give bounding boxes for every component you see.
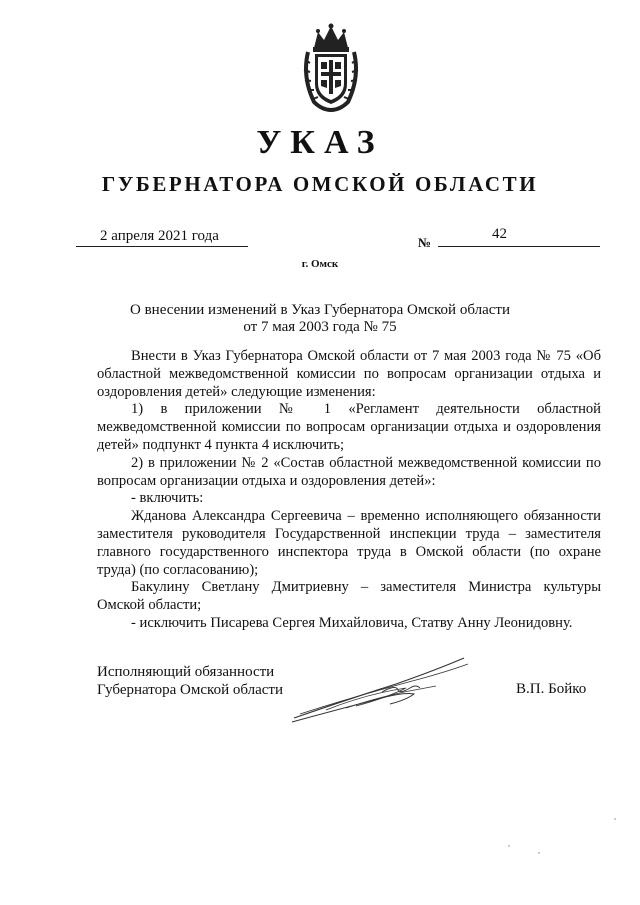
scan-speck xyxy=(508,845,510,847)
scan-speck xyxy=(538,852,540,854)
scan-speck xyxy=(614,818,616,820)
document-issuer: ГУБЕРНАТОРА ОМСКОЙ ОБЛАСТИ xyxy=(101,172,539,196)
signatory-name: В.П. Бойко xyxy=(516,681,587,697)
body-paragraph-item-1: 1) в приложении № 1 «Регламент деятельности областной межведомственной комиссии по вопросам организации отдыха и оздоровления детей» подпункт 4 пункта 4 исключить; xyxy=(97,401,601,453)
document-date: 2 апреля 2021 года xyxy=(100,228,219,244)
position-line-1: Исполняющий обязанности xyxy=(97,664,275,680)
date-underline xyxy=(76,246,248,247)
document-number: 42 xyxy=(492,226,507,242)
body-paragraph-include: - включить: xyxy=(131,490,204,507)
subject-line-2: от 7 мая 2003 года № 75 xyxy=(243,319,397,335)
position-line-2: Губернатора Омской области xyxy=(97,682,283,698)
coat-of-arms-emblem xyxy=(300,22,362,112)
subject-line-1: О внесении изменений в Указ Губернатора Омской области xyxy=(130,302,510,318)
body-paragraph-item-2: 2) в приложении № 2 «Состав областной межведомственной комиссии по вопросам организации отдыха и оздоровления детей»: xyxy=(97,454,601,489)
document-subject xyxy=(0,302,640,336)
document-city: г. Омск xyxy=(301,258,339,270)
body-paragraph-intro: Внести в Указ Губернатора Омской области от 7 мая 2003 года № 75 «Об областной межведомственной комиссии по вопросам организации отдыха и оздоровления детей» следующие изменения: xyxy=(97,348,601,400)
signatory-position xyxy=(97,663,283,699)
body-paragraph-member-1: Жданова Александра Сергеевича – временно исполняющего обязанности заместителя руководителя Государственной инспекции труда – заместителя главного государственного инспектора труда в Омской области (по охране труда) (по согласованию); xyxy=(97,508,601,578)
number-underline xyxy=(438,246,600,247)
number-label: № xyxy=(418,235,432,250)
document-title: УКАЗ xyxy=(256,124,384,161)
body-paragraph-member-2: Бакулину Светлану Дмитриевну – заместителя Министра культуры Омской области; xyxy=(97,579,601,614)
handwritten-signature xyxy=(286,648,476,728)
document-body xyxy=(97,348,601,633)
body-paragraph-exclude: - исключить Писарева Сергея Михайловича, Статву Анну Леонидовну. xyxy=(131,614,573,631)
